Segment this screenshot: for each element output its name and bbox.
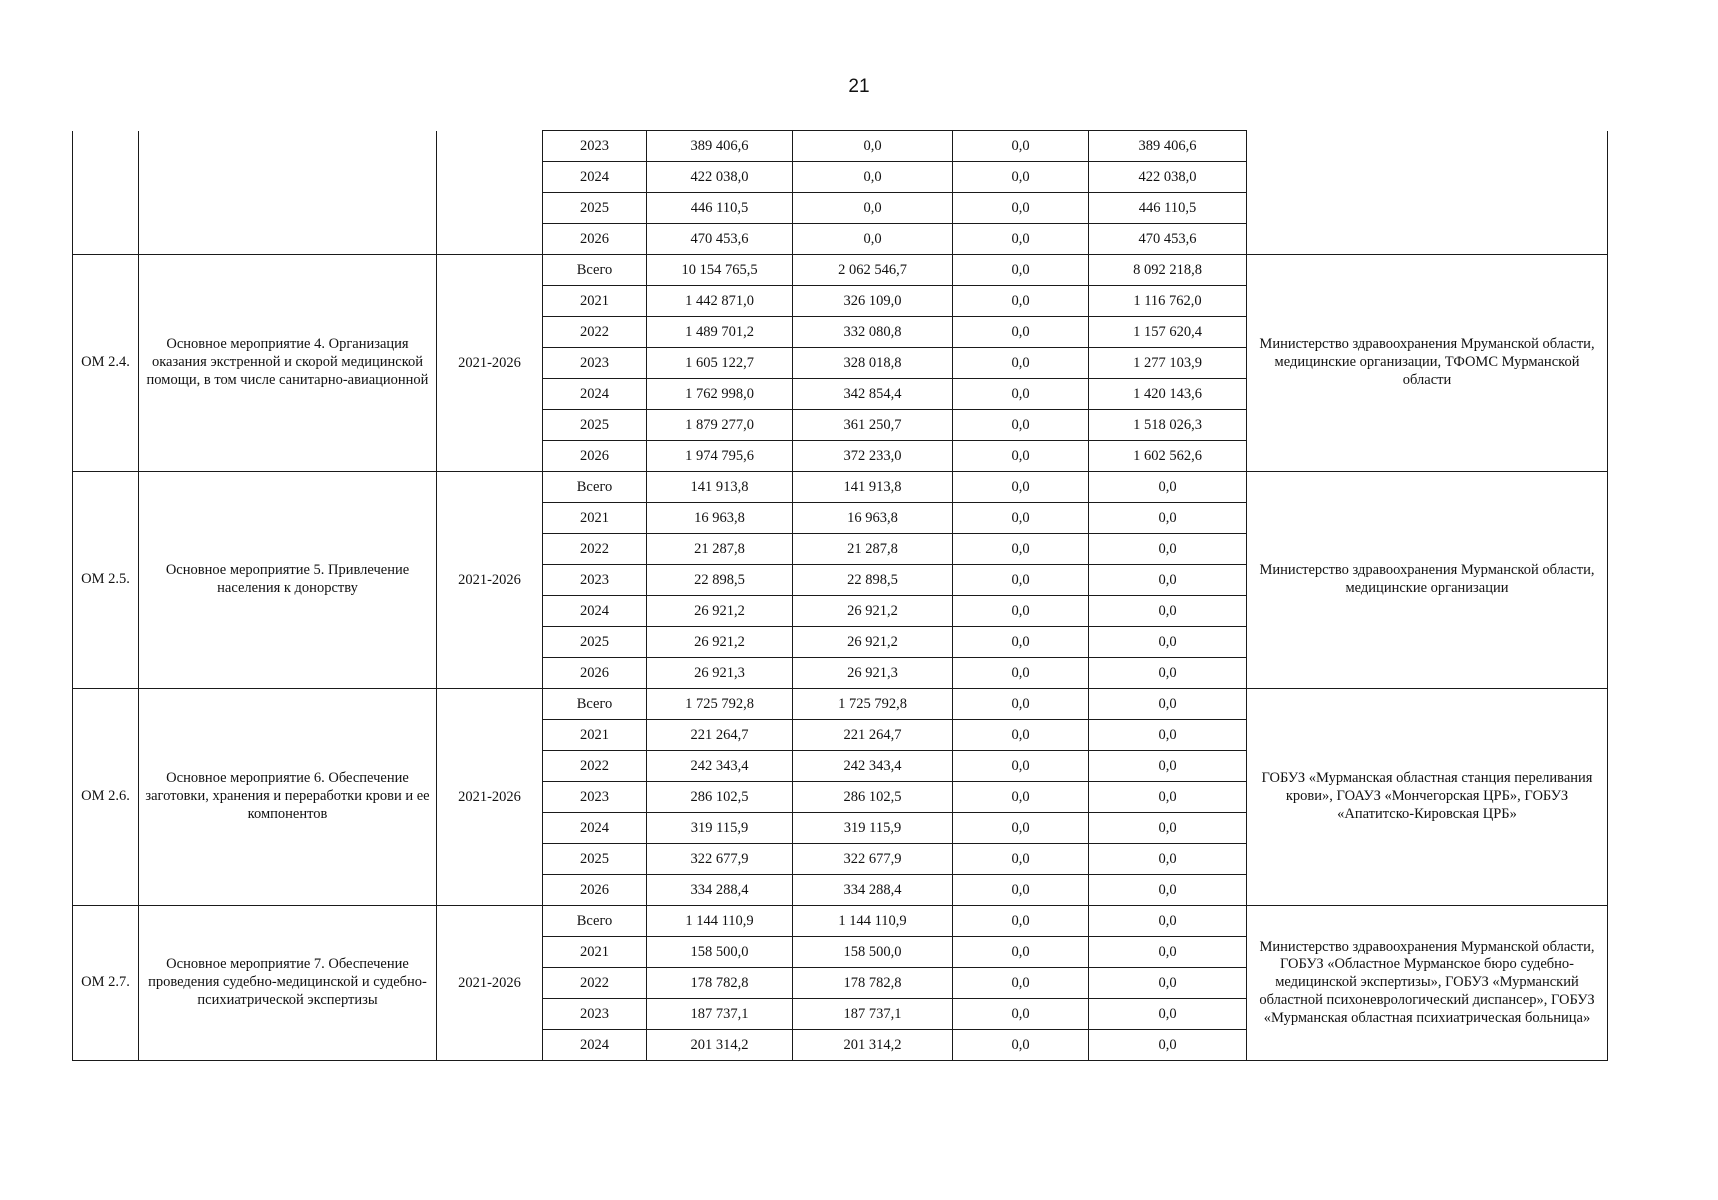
municipal-cell: 0,0 bbox=[953, 224, 1089, 255]
other-cell: 0,0 bbox=[1089, 999, 1247, 1030]
table-row bbox=[73, 255, 1608, 286]
federal-cell: 2 062 546,7 bbox=[793, 255, 953, 286]
other-cell: 0,0 bbox=[1089, 875, 1247, 906]
other-cell: 0,0 bbox=[1089, 472, 1247, 503]
year-cell: 2024 bbox=[543, 1030, 647, 1061]
activity-period: 2021-2026 bbox=[437, 255, 543, 472]
year-cell: 2025 bbox=[543, 844, 647, 875]
other-cell: 0,0 bbox=[1089, 596, 1247, 627]
table-row bbox=[73, 906, 1608, 937]
federal-cell: 26 921,2 bbox=[793, 596, 953, 627]
activity-executor: Министерство здравоохранения Мурманской области, ГОБУЗ «Областное Мурманское бюро судебно-медицинской экспертизы», ГОБУЗ «Мурманский областной психоневрологический диспансер», ГОБУЗ «Мурманская областная психиатрическая больница» bbox=[1247, 906, 1608, 1061]
other-cell: 1 518 026,3 bbox=[1089, 410, 1247, 441]
total-cell: 322 677,9 bbox=[647, 844, 793, 875]
other-cell: 0,0 bbox=[1089, 906, 1247, 937]
federal-cell: 1 725 792,8 bbox=[793, 689, 953, 720]
year-cell: 2026 bbox=[543, 875, 647, 906]
municipal-cell: 0,0 bbox=[953, 844, 1089, 875]
activity-executor: Министерство здравоохранения Мурманской области, медицинские организации bbox=[1247, 472, 1608, 689]
total-cell: 26 921,2 bbox=[647, 596, 793, 627]
municipal-cell: 0,0 bbox=[953, 627, 1089, 658]
other-cell: 0,0 bbox=[1089, 782, 1247, 813]
federal-cell: 187 737,1 bbox=[793, 999, 953, 1030]
municipal-cell: 0,0 bbox=[953, 410, 1089, 441]
year-cell: 2023 bbox=[543, 565, 647, 596]
year-cell: Всего bbox=[543, 255, 647, 286]
activity-executor: Министерство здравоохранения Мруманской области, медицинские организации, ТФОМС Мурманской области bbox=[1247, 255, 1608, 472]
other-cell: 0,0 bbox=[1089, 1030, 1247, 1061]
activity-name: Основное мероприятие 7. Обеспечение проведения судебно-медицинской и судебно-психиатрической экспертизы bbox=[139, 906, 437, 1061]
total-cell: 10 154 765,5 bbox=[647, 255, 793, 286]
activity-code: ОМ 2.5. bbox=[73, 472, 139, 689]
federal-cell: 372 233,0 bbox=[793, 441, 953, 472]
total-cell: 1 144 110,9 bbox=[647, 906, 793, 937]
federal-cell: 178 782,8 bbox=[793, 968, 953, 999]
year-cell: 2024 bbox=[543, 162, 647, 193]
total-cell: 1 442 871,0 bbox=[647, 286, 793, 317]
total-cell: 286 102,5 bbox=[647, 782, 793, 813]
other-cell: 1 157 620,4 bbox=[1089, 317, 1247, 348]
federal-cell: 0,0 bbox=[793, 131, 953, 162]
municipal-cell: 0,0 bbox=[953, 720, 1089, 751]
federal-cell: 0,0 bbox=[793, 162, 953, 193]
table-row bbox=[73, 689, 1608, 720]
other-cell: 0,0 bbox=[1089, 627, 1247, 658]
total-cell: 141 913,8 bbox=[647, 472, 793, 503]
federal-cell: 334 288,4 bbox=[793, 875, 953, 906]
year-cell: 2025 bbox=[543, 193, 647, 224]
activity-period: 2021-2026 bbox=[437, 906, 543, 1061]
municipal-cell: 0,0 bbox=[953, 534, 1089, 565]
municipal-cell: 0,0 bbox=[953, 906, 1089, 937]
year-cell: 2024 bbox=[543, 379, 647, 410]
municipal-cell: 0,0 bbox=[953, 999, 1089, 1030]
activity-executor: ГОБУЗ «Мурманская областная станция переливания крови», ГОАУЗ «Мончегорская ЦРБ», ГОБУЗ «Апатитско-Кировская ЦРБ» bbox=[1247, 689, 1608, 906]
year-cell: 2025 bbox=[543, 627, 647, 658]
activity-code: ОМ 2.7. bbox=[73, 906, 139, 1061]
other-cell: 8 092 218,8 bbox=[1089, 255, 1247, 286]
total-cell: 187 737,1 bbox=[647, 999, 793, 1030]
municipal-cell: 0,0 bbox=[953, 875, 1089, 906]
municipal-cell: 0,0 bbox=[953, 1030, 1089, 1061]
total-cell: 242 343,4 bbox=[647, 751, 793, 782]
municipal-cell: 0,0 bbox=[953, 379, 1089, 410]
federal-cell: 326 109,0 bbox=[793, 286, 953, 317]
year-cell: 2021 bbox=[543, 937, 647, 968]
year-cell: Всего bbox=[543, 906, 647, 937]
municipal-cell: 0,0 bbox=[953, 131, 1089, 162]
municipal-cell: 0,0 bbox=[953, 565, 1089, 596]
federal-cell: 342 854,4 bbox=[793, 379, 953, 410]
municipal-cell: 0,0 bbox=[953, 503, 1089, 534]
total-cell: 26 921,3 bbox=[647, 658, 793, 689]
activity-period: 2021-2026 bbox=[437, 472, 543, 689]
year-cell: 2022 bbox=[543, 317, 647, 348]
year-cell: 2022 bbox=[543, 534, 647, 565]
funding-table bbox=[72, 130, 1608, 1061]
municipal-cell: 0,0 bbox=[953, 441, 1089, 472]
total-cell: 389 406,6 bbox=[647, 131, 793, 162]
federal-cell: 332 080,8 bbox=[793, 317, 953, 348]
municipal-cell: 0,0 bbox=[953, 317, 1089, 348]
total-cell: 422 038,0 bbox=[647, 162, 793, 193]
total-cell: 1 762 998,0 bbox=[647, 379, 793, 410]
activity-name: Основное мероприятие 6. Обеспечение заготовки, хранения и переработки крови и ее компонентов bbox=[139, 689, 437, 906]
municipal-cell: 0,0 bbox=[953, 348, 1089, 379]
period-cell-continued bbox=[437, 131, 543, 255]
total-cell: 446 110,5 bbox=[647, 193, 793, 224]
other-cell: 470 453,6 bbox=[1089, 224, 1247, 255]
municipal-cell: 0,0 bbox=[953, 162, 1089, 193]
total-cell: 221 264,7 bbox=[647, 720, 793, 751]
activity-period: 2021-2026 bbox=[437, 689, 543, 906]
municipal-cell: 0,0 bbox=[953, 255, 1089, 286]
total-cell: 201 314,2 bbox=[647, 1030, 793, 1061]
total-cell: 470 453,6 bbox=[647, 224, 793, 255]
federal-cell: 201 314,2 bbox=[793, 1030, 953, 1061]
name-cell-continued bbox=[139, 131, 437, 255]
activity-code: ОМ 2.6. bbox=[73, 689, 139, 906]
other-cell: 1 602 562,6 bbox=[1089, 441, 1247, 472]
other-cell: 1 116 762,0 bbox=[1089, 286, 1247, 317]
total-cell: 1 489 701,2 bbox=[647, 317, 793, 348]
federal-cell: 22 898,5 bbox=[793, 565, 953, 596]
federal-cell: 26 921,3 bbox=[793, 658, 953, 689]
code-cell-continued bbox=[73, 131, 139, 255]
year-cell: 2023 bbox=[543, 131, 647, 162]
total-cell: 1 974 795,6 bbox=[647, 441, 793, 472]
municipal-cell: 0,0 bbox=[953, 968, 1089, 999]
municipal-cell: 0,0 bbox=[953, 813, 1089, 844]
federal-cell: 319 115,9 bbox=[793, 813, 953, 844]
year-cell: 2023 bbox=[543, 348, 647, 379]
other-cell: 0,0 bbox=[1089, 658, 1247, 689]
year-cell: Всего bbox=[543, 689, 647, 720]
federal-cell: 0,0 bbox=[793, 224, 953, 255]
activity-code: ОМ 2.4. bbox=[73, 255, 139, 472]
federal-cell: 361 250,7 bbox=[793, 410, 953, 441]
municipal-cell: 0,0 bbox=[953, 193, 1089, 224]
year-cell: 2022 bbox=[543, 751, 647, 782]
other-cell: 0,0 bbox=[1089, 813, 1247, 844]
year-cell: 2022 bbox=[543, 968, 647, 999]
other-cell: 0,0 bbox=[1089, 534, 1247, 565]
other-cell: 0,0 bbox=[1089, 937, 1247, 968]
municipal-cell: 0,0 bbox=[953, 751, 1089, 782]
municipal-cell: 0,0 bbox=[953, 782, 1089, 813]
total-cell: 21 287,8 bbox=[647, 534, 793, 565]
federal-cell: 141 913,8 bbox=[793, 472, 953, 503]
page-number: 21 bbox=[848, 76, 870, 97]
total-cell: 158 500,0 bbox=[647, 937, 793, 968]
year-cell: 2024 bbox=[543, 813, 647, 844]
other-cell: 0,0 bbox=[1089, 565, 1247, 596]
total-cell: 22 898,5 bbox=[647, 565, 793, 596]
federal-cell: 21 287,8 bbox=[793, 534, 953, 565]
executor-cell-continued bbox=[1247, 131, 1608, 255]
year-cell: 2021 bbox=[543, 720, 647, 751]
other-cell: 0,0 bbox=[1089, 844, 1247, 875]
activity-name: Основное мероприятие 5. Привлечение населения к донорству bbox=[139, 472, 437, 689]
other-cell: 0,0 bbox=[1089, 751, 1247, 782]
total-cell: 319 115,9 bbox=[647, 813, 793, 844]
municipal-cell: 0,0 bbox=[953, 286, 1089, 317]
federal-cell: 286 102,5 bbox=[793, 782, 953, 813]
year-cell: 2025 bbox=[543, 410, 647, 441]
year-cell: 2023 bbox=[543, 782, 647, 813]
activity-name: Основное мероприятие 4. Организация оказания экстренной и скорой медицинской помощи, в том числе санитарно-авиационной bbox=[139, 255, 437, 472]
federal-cell: 328 018,8 bbox=[793, 348, 953, 379]
federal-cell: 322 677,9 bbox=[793, 844, 953, 875]
total-cell: 16 963,8 bbox=[647, 503, 793, 534]
table-row bbox=[73, 131, 1608, 162]
municipal-cell: 0,0 bbox=[953, 596, 1089, 627]
table-row bbox=[73, 472, 1608, 503]
municipal-cell: 0,0 bbox=[953, 937, 1089, 968]
total-cell: 26 921,2 bbox=[647, 627, 793, 658]
year-cell: 2023 bbox=[543, 999, 647, 1030]
total-cell: 178 782,8 bbox=[647, 968, 793, 999]
year-cell: Всего bbox=[543, 472, 647, 503]
total-cell: 1 725 792,8 bbox=[647, 689, 793, 720]
year-cell: 2026 bbox=[543, 441, 647, 472]
federal-cell: 158 500,0 bbox=[793, 937, 953, 968]
year-cell: 2021 bbox=[543, 503, 647, 534]
other-cell: 1 277 103,9 bbox=[1089, 348, 1247, 379]
federal-cell: 221 264,7 bbox=[793, 720, 953, 751]
other-cell: 1 420 143,6 bbox=[1089, 379, 1247, 410]
year-cell: 2026 bbox=[543, 658, 647, 689]
other-cell: 389 406,6 bbox=[1089, 131, 1247, 162]
total-cell: 1 605 122,7 bbox=[647, 348, 793, 379]
federal-cell: 16 963,8 bbox=[793, 503, 953, 534]
total-cell: 1 879 277,0 bbox=[647, 410, 793, 441]
year-cell: 2021 bbox=[543, 286, 647, 317]
federal-cell: 26 921,2 bbox=[793, 627, 953, 658]
total-cell: 334 288,4 bbox=[647, 875, 793, 906]
other-cell: 0,0 bbox=[1089, 689, 1247, 720]
year-cell: 2024 bbox=[543, 596, 647, 627]
federal-cell: 0,0 bbox=[793, 193, 953, 224]
other-cell: 0,0 bbox=[1089, 503, 1247, 534]
federal-cell: 1 144 110,9 bbox=[793, 906, 953, 937]
other-cell: 0,0 bbox=[1089, 720, 1247, 751]
municipal-cell: 0,0 bbox=[953, 472, 1089, 503]
federal-cell: 242 343,4 bbox=[793, 751, 953, 782]
other-cell: 0,0 bbox=[1089, 968, 1247, 999]
year-cell: 2026 bbox=[543, 224, 647, 255]
municipal-cell: 0,0 bbox=[953, 689, 1089, 720]
other-cell: 422 038,0 bbox=[1089, 162, 1247, 193]
other-cell: 446 110,5 bbox=[1089, 193, 1247, 224]
municipal-cell: 0,0 bbox=[953, 658, 1089, 689]
